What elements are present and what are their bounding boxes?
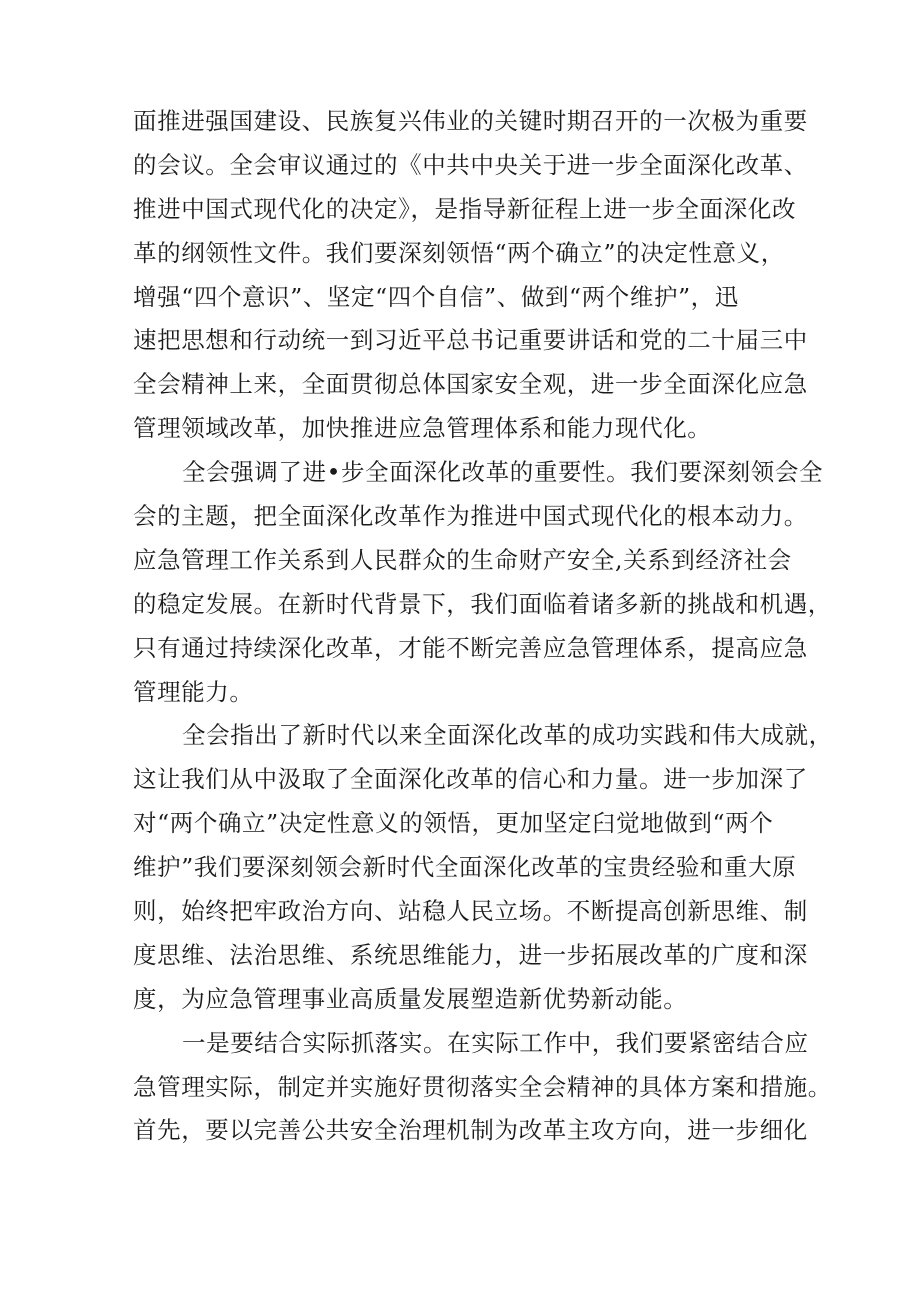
text-line: 速把思想和行动统一到习近平总书记重要讲话和党的二十届三中 bbox=[133, 326, 808, 355]
text-line: 革的纲领性文件。我们要深刻领悟“两个确立”的决定性意义， bbox=[133, 238, 785, 267]
text-line: 首先，要以完善公共安全治理机制为改革主攻方向，进一步细化 bbox=[133, 1116, 808, 1145]
text-line: 的会议。全会审议通过的《中共中央关于进一步全面深化改革、 bbox=[133, 150, 808, 179]
text-line: 推进中国式现代化的决定》，是指导新征程上进一步全面深化改 bbox=[133, 194, 797, 223]
text-line: 全会精神上来，全面贯彻总体国家安全观，进一步全面深化应急 bbox=[133, 370, 808, 399]
text-line: 应急管理工作关系到人民群众的生命财产安全,关系到经济社会 bbox=[133, 545, 792, 574]
text-line: 则，始终把牢政治方向、站稳人民立场。不断提高创新思维、制 bbox=[133, 897, 808, 926]
text-line: 会的主题，把全面深化改革作为推进中国式现代化的根本动力。 bbox=[133, 502, 808, 531]
text-line: 只有通过持续深化改革，才能不断完善应急管理体系，提高应急 bbox=[133, 633, 808, 662]
text-line: 增强“四个意识”、坚定“四个自信”、做到“两个维护”，迅 bbox=[133, 282, 739, 311]
text-line: 的稳定发展。在新时代背景下，我们面临着诸多新的挑战和机遇， bbox=[133, 589, 832, 618]
text-line: 度思维、法治思维、系统思维能力，进一步拓展改革的广度和深 bbox=[133, 940, 808, 969]
text-line: 管理领域改革，加快推进应急管理体系和能力现代化。 bbox=[133, 414, 712, 443]
text-line: 度，为应急管理事业高质量发展塑造新优势新动能。 bbox=[133, 984, 688, 1013]
paragraph-first-line: 全会指出了新时代以来全面深化改革的成功实践和伟大成就， bbox=[182, 721, 833, 750]
text-line: 维护”我们要深刻领会新时代全面深化改革的宝贵经验和重大原 bbox=[133, 853, 797, 882]
paragraph-first-line: 全会强调了进•步全面深化改革的重要性。我们要深刻领会全 bbox=[182, 458, 824, 487]
text-line: 对“两个确立”决定性意义的领悟，更加坚定臼觉地做到“两个 bbox=[133, 809, 774, 838]
text-line: 管理能力。 bbox=[133, 677, 254, 706]
text-line: 面推进强国建设、民族复兴伟业的关键时期召开的一次极为重要 bbox=[133, 107, 808, 135]
text-line: 这让我们从中汲取了全面深化改革的信心和力量。进一步加深了 bbox=[133, 765, 808, 794]
paragraph-first-line: 一是要结合实际抓落实。在实际工作中，我们要紧密结合应 bbox=[182, 1028, 809, 1057]
body-text bbox=[133, 100, 833, 1153]
text-line: 急管理实际，制定并实施好贯彻落实全会精神的具体方案和措施。 bbox=[133, 1072, 832, 1101]
